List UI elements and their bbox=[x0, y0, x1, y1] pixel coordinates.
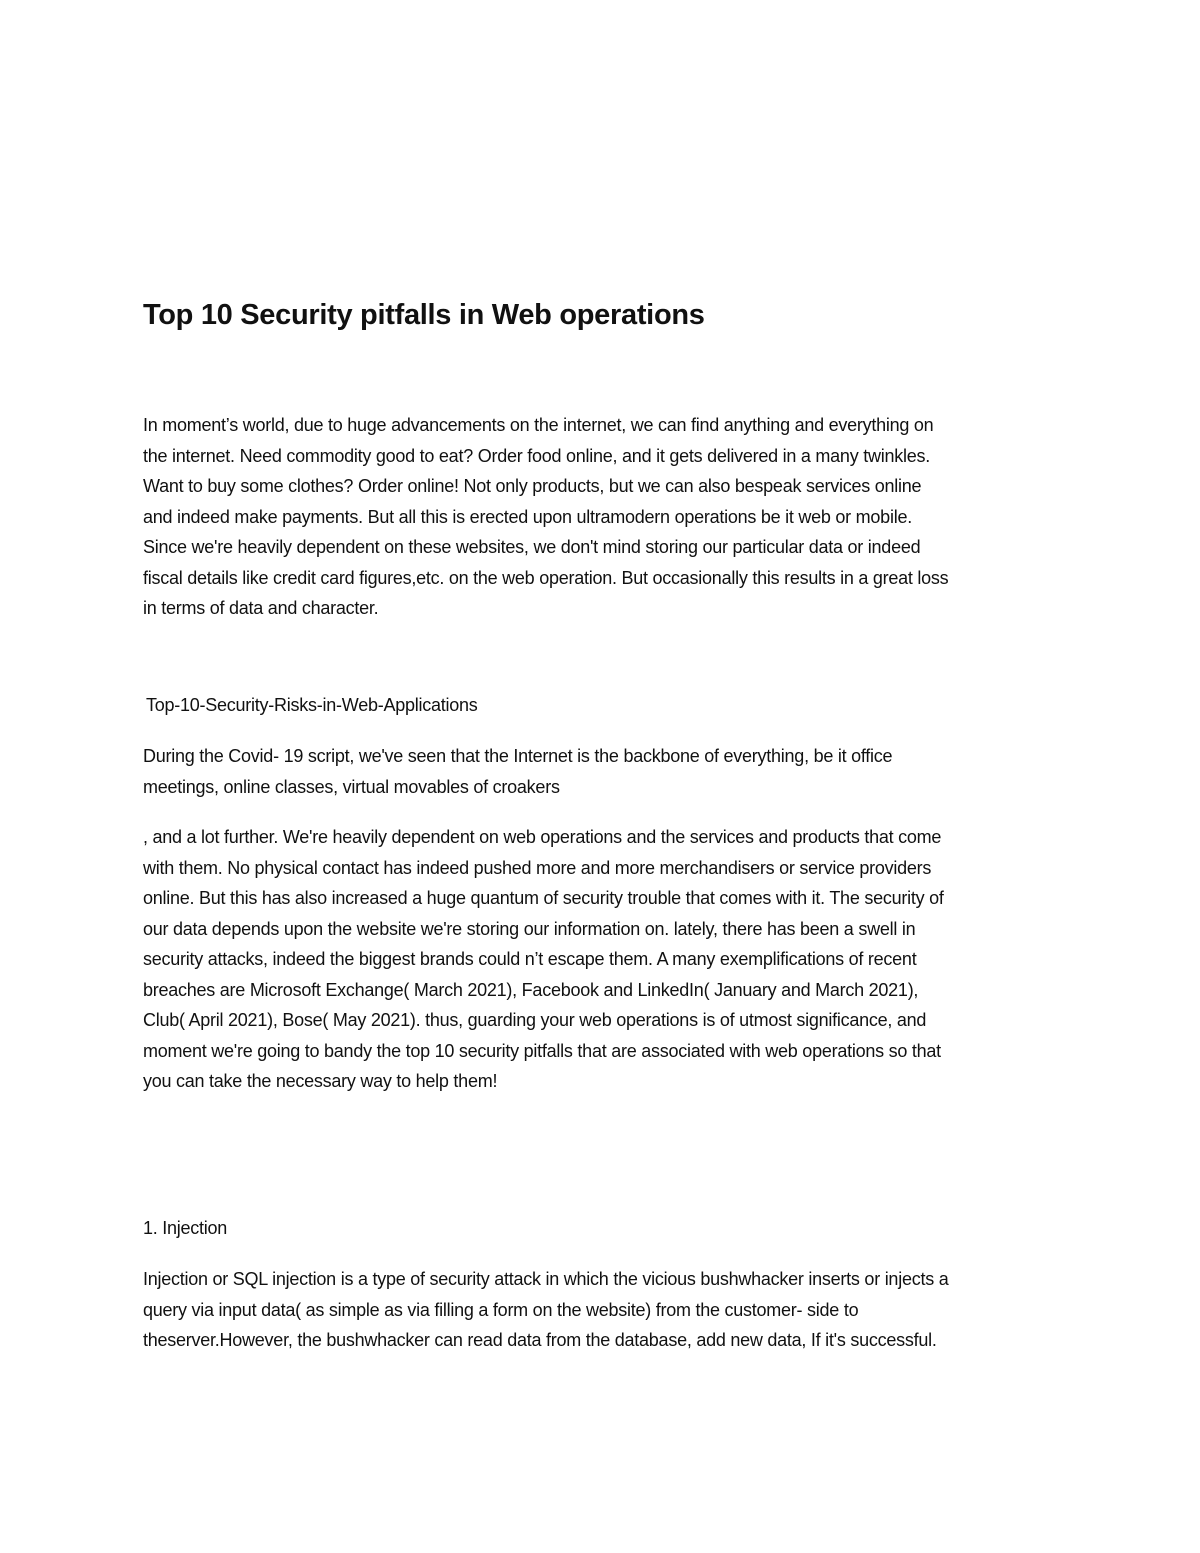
paragraph-line: Injection or SQL injection is a type of security attack in which the vicious bushwhacker inserts or injects a bbox=[143, 1269, 949, 1289]
paragraph-line: the internet. Need commodity good to eat? Order food online, and it gets delivered in a many twinkles. bbox=[143, 445, 930, 466]
paragraph-line: moment we're going to bandy the top 10 security pitfalls that are associated with web operations so that bbox=[143, 1040, 941, 1061]
intro-paragraph bbox=[143, 410, 948, 624]
paragraph-line: During the Covid- 19 script, we've seen that the Internet is the backbone of everything, be it office bbox=[143, 746, 893, 766]
paragraph-line: meetings, online classes, virtual movables of croakers bbox=[143, 776, 560, 797]
caption-line: Top-10-Security-Risks-in-Web-Applications bbox=[146, 695, 478, 715]
security-paragraph bbox=[143, 822, 944, 1097]
section-heading-injection bbox=[143, 1213, 227, 1244]
paragraph-line: Club( April 2021), Bose( May 2021). thus, guarding your web operations is of utmost significance, and bbox=[143, 1010, 927, 1030]
paragraph-line: in terms of data and character. bbox=[143, 598, 379, 618]
paragraph-line: fiscal details like credit card figures,etc. on the web operation. But occasionally this results in a great loss bbox=[143, 567, 949, 588]
paragraph-line: with them. No physical contact has indeed pushed more and more merchandisers or service providers bbox=[143, 857, 932, 878]
paragraph-line: In moment’s world, due to huge advancements on the internet, we can find anything and everything on bbox=[143, 415, 934, 435]
paragraph-line: and indeed make payments. But all this is erected upon ultramodern operations be it web or mobile. bbox=[143, 506, 912, 527]
paragraph-line: theserver.However, the bushwhacker can read data from the database, add new data, If it's successful. bbox=[143, 1330, 937, 1350]
covid-paragraph bbox=[143, 741, 892, 802]
injection-paragraph bbox=[143, 1264, 948, 1356]
paragraph-line: our data depends upon the website we're storing our information on. lately, there has been a swell in bbox=[143, 918, 916, 939]
paragraph-line: you can take the necessary way to help them! bbox=[143, 1071, 498, 1091]
paragraph-line: Want to buy some clothes? Order online! Not only products, but we can also bespeak services online bbox=[143, 476, 922, 496]
paragraph-line: Since we're heavily dependent on these websites, we don't mind storing our particular data or indeed bbox=[143, 537, 921, 557]
paragraph-line: query via input data( as simple as via filling a form on the website) from the customer- side to bbox=[143, 1299, 859, 1320]
paragraph-line: breaches are Microsoft Exchange( March 2021), Facebook and LinkedIn( January and March 2021), bbox=[143, 979, 919, 1000]
paragraph-line: security attacks, indeed the biggest brands could n’t escape them. A many exemplifications of recent bbox=[143, 949, 917, 969]
paragraph-line: , and a lot further. We're heavily dependent on web operations and the services and products that come bbox=[143, 827, 942, 847]
document-title: Top 10 Security pitfalls in Web operations bbox=[143, 299, 705, 331]
paragraph-line: online. But this has also increased a huge quantum of security trouble that comes with it. The security of bbox=[143, 888, 944, 908]
image-caption bbox=[143, 690, 478, 721]
section-heading-line: 1. Injection bbox=[143, 1218, 228, 1238]
